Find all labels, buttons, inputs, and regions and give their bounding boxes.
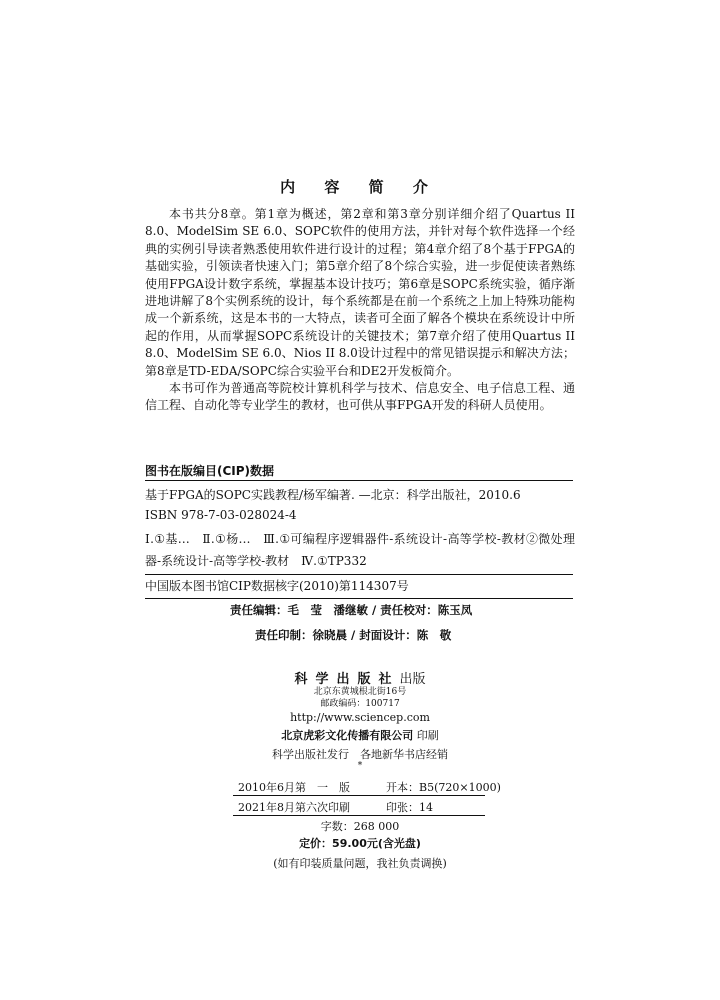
publisher-line	[0, 668, 720, 687]
printer-line	[0, 727, 720, 743]
credits-editors: 责任编辑：毛 莹 潘继敏 / 责任校对：陈玉凤	[230, 603, 473, 617]
summary-body	[145, 206, 575, 415]
quality-notice: (如有印装质量问题，我社负责调换)	[273, 857, 447, 870]
price: 定价：59.00元(含光盘)	[299, 837, 421, 850]
summary-title: 内 容 简 介	[280, 178, 440, 196]
summary-paragraph-2: 本书可作为普通高等院校计算机科学与技术、信息安全、电子信息工程、通信工程、自动化等专业学生的教材，也可供从事FPGA开发的科研人员使用。	[145, 381, 575, 413]
credits-production: 责任印制：徐晓晨 / 封面设计：陈 敬	[255, 628, 452, 642]
publisher-address: 北京东黄城根北街16号	[313, 687, 407, 697]
cip-top-rule	[145, 480, 573, 481]
specs-rule-2	[233, 815, 485, 816]
cip-record: 基于FPGA的SOPC实践教程/杨军编著. —北京：科学出版社，2010.6	[145, 488, 521, 502]
cip-classification: Ⅰ.①基… Ⅱ.①杨… Ⅲ.①可编程序逻辑器件-系统设计-高等学校-教材②微处理器-系统设计-高等学校-教材 Ⅳ.①TP332	[145, 532, 575, 568]
publisher-suffix: 出版	[399, 672, 426, 687]
publisher-postcode: 邮政编码：100717	[320, 699, 400, 709]
publisher-url: http://www.sciencep.com	[290, 711, 430, 724]
separator-star: *	[357, 761, 363, 771]
printer-suffix: 印刷	[416, 729, 439, 742]
edition-info: 2010年6月第 一 版	[238, 781, 350, 794]
distribution-line: 科学出版社发行 各地新华书店经销	[272, 748, 448, 761]
format-info: 开本：B5(720×1000)	[386, 781, 501, 794]
cip-middle-rule	[145, 574, 573, 575]
word-count: 字数：268 000	[320, 820, 400, 833]
printer-name: 北京虎彩文化传播有限公司	[281, 729, 414, 742]
cip-bottom-rule	[145, 598, 573, 599]
summary-paragraph-1: 本书共分8章。第1章为概述，第2章和第3章分别详细介绍了Quartus II 8.0、ModelSim SE 6.0、SOPC软件的使用方法，并针对每个软件选择一个经典的实例引导读者熟悉使用软件进行设计的过程；第4章介绍了8个基于FPGA的基础实验，引领读者快速入门；第5章介绍了8个综合实验，进一步促使读者熟练使用FPGA设计数字系统，掌握基本设计技巧；第6章是SOPC系统实验，循序渐进地讲解了8个实例系统的设计，每个系统都是在前一个系统之上加上特殊功能构成一个新系统，这是本书的一大特点，读者可全面了解各个模块在系统设计中所起的作用，从而掌握SOPC系统设计的关键技术；第7章介绍了使用Quartus II 8.0、ModelSim SE 6.0、Nios II 8.0设计过程中的常见错误提示和解决方法；第8章是TD-EDA/SOPC综合实验平台和DE2开发板简介。	[145, 207, 575, 378]
printing-info: 2021年8月第六次印刷	[238, 801, 350, 814]
specs-rule-1	[233, 795, 485, 796]
sheets-info: 印张：14	[386, 801, 433, 814]
cip-heading: 图书在版编目(CIP)数据	[145, 464, 275, 478]
cip-record-number: 中国版本图书馆CIP数据核字(2010)第114307号	[145, 579, 409, 593]
publisher-name: 科学出版社	[294, 672, 400, 687]
cip-isbn: ISBN 978-7-03-028024-4	[145, 508, 297, 522]
